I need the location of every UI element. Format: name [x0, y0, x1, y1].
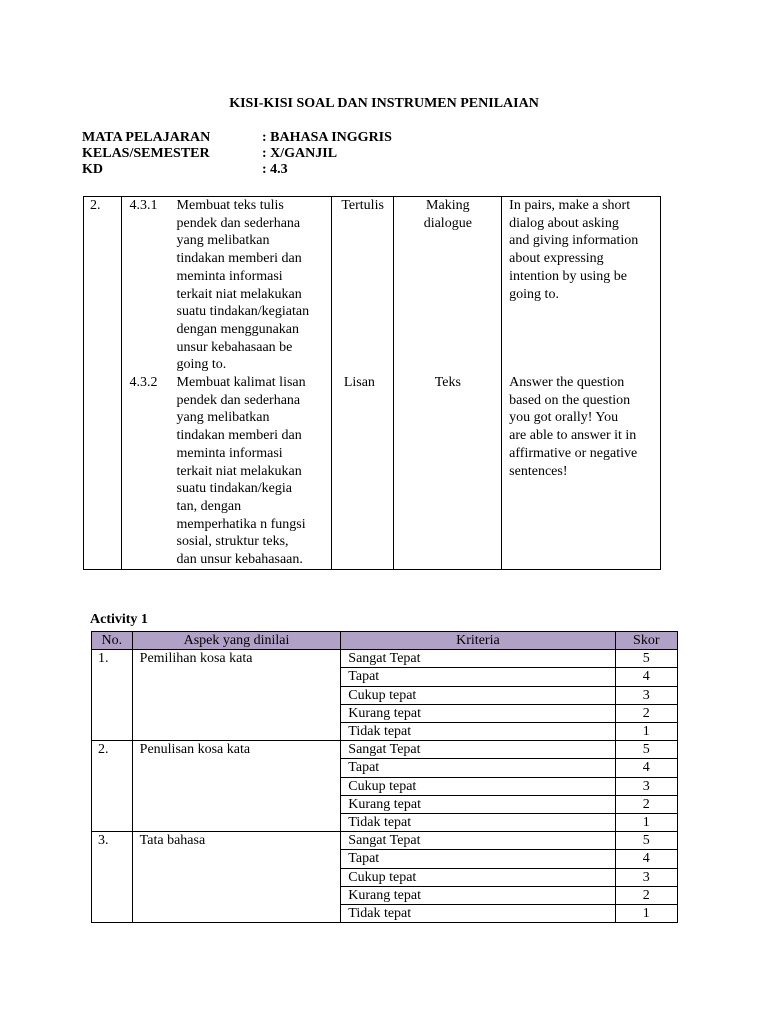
- text-line: pendek dan sederhana: [176, 215, 301, 231]
- text-line: terkait niat melakukan: [176, 463, 302, 479]
- meta-key: MATA PELAJARAN: [82, 130, 211, 145]
- criteria-cell: Kurang tepat: [341, 704, 615, 722]
- score-cell: 5: [615, 650, 677, 668]
- score-cell: 1: [615, 723, 677, 741]
- text-line: yang melibatkan: [176, 410, 270, 426]
- text-line: Making: [426, 198, 470, 213]
- criteria-cell: Cukup tepat: [341, 868, 615, 886]
- text-line: Answer the question: [509, 375, 625, 390]
- criteria-cell: Kurang tepat: [341, 886, 615, 904]
- text-line: pendek dan sederhana: [176, 392, 301, 408]
- table-header-row: [92, 632, 678, 650]
- meta-key: KD: [82, 162, 103, 177]
- text-line: Membuat kalimat lisan: [176, 375, 306, 391]
- indicator-cell: [121, 197, 331, 570]
- text-line: meminta informasi: [176, 268, 283, 284]
- aspect-number: 2.: [92, 741, 133, 832]
- score-cell: 3: [615, 868, 677, 886]
- text-line: intention by using be: [509, 268, 627, 284]
- meta-value: : BAHASA INGGRIS: [262, 130, 392, 145]
- text-line: terkait niat melakukan: [176, 286, 302, 302]
- instrument-2: [509, 374, 660, 480]
- text-line: based on the question: [509, 392, 631, 408]
- score-cell: 4: [615, 668, 677, 686]
- text-line: you got orally! You: [509, 410, 619, 426]
- technique-1: Tertulis: [341, 198, 384, 213]
- text-line: going to.: [176, 357, 227, 373]
- score-cell: 2: [615, 704, 677, 722]
- criteria-cell: Tidak tepat: [341, 723, 615, 741]
- aspect-name: Penulisan kosa kata: [132, 741, 341, 832]
- text-line: sosial, struktur teks,: [176, 534, 289, 550]
- score-cell: 4: [615, 759, 677, 777]
- meta-value: : 4.3: [262, 162, 288, 177]
- score-cell: 4: [615, 850, 677, 868]
- criteria-cell: Sangat Tepat: [341, 650, 615, 668]
- subject-info: [82, 130, 392, 178]
- criteria-cell: Tidak tepat: [341, 905, 615, 923]
- criteria-cell: Cukup tepat: [341, 686, 615, 704]
- text-line: dialogue: [423, 215, 472, 231]
- meta-row-kd: [82, 162, 392, 178]
- rubric-table: [91, 631, 678, 923]
- meta-key: KELAS/SEMESTER: [82, 146, 210, 161]
- criteria-cell: Sangat Tepat: [341, 832, 615, 850]
- technique-cell: [331, 197, 394, 570]
- table-row: [84, 197, 661, 570]
- criteria-cell: Sangat Tepat: [341, 741, 615, 759]
- text-line: Membuat teks tulis: [176, 198, 284, 213]
- score-cell: 1: [615, 905, 677, 923]
- criteria-cell: Tapat: [341, 759, 615, 777]
- aspect-number: 3.: [92, 832, 133, 923]
- row-number: 2.: [84, 197, 122, 570]
- document-title: KISI-KISI SOAL DAN INSTRUMEN PENILAIAN: [229, 96, 539, 111]
- indicator-2: [122, 374, 331, 569]
- text-line: tindakan memberi dan: [176, 428, 302, 444]
- text-line: unsur kebahasaan be: [176, 339, 293, 355]
- score-cell: 5: [615, 832, 677, 850]
- aspect-number: 1.: [92, 650, 133, 741]
- text-line: dan unsur kebahasaan.: [176, 552, 303, 568]
- instrument-1: [509, 197, 660, 374]
- indicator-description: [177, 374, 327, 569]
- form-2: Teks: [434, 375, 461, 390]
- header-no: No.: [92, 632, 133, 650]
- meta-value: : X/GANJIL: [262, 146, 338, 161]
- criteria-cell: Kurang tepat: [341, 795, 615, 813]
- criteria-cell: Tapat: [341, 850, 615, 868]
- score-cell: 2: [615, 886, 677, 904]
- text-line: memperhatika n fungsi: [176, 516, 306, 532]
- table-row: [92, 741, 678, 759]
- technique-2: Lisan: [343, 375, 375, 390]
- indicator-1: [122, 197, 331, 374]
- instrument-cell: [502, 197, 661, 570]
- meta-row-subject: [82, 130, 392, 146]
- form-1: [394, 197, 501, 374]
- table-row: [92, 650, 678, 668]
- score-cell: 5: [615, 741, 677, 759]
- text-line: tan, dengan: [176, 498, 242, 514]
- criteria-cell: Tapat: [341, 668, 615, 686]
- indicator-description: [177, 197, 327, 374]
- score-cell: 2: [615, 795, 677, 813]
- criteria-cell: Cukup tepat: [341, 777, 615, 795]
- text-line: dengan menggunakan: [176, 321, 299, 337]
- text-line: tindakan memberi dan: [176, 251, 302, 267]
- text-line: and giving information: [509, 233, 639, 249]
- text-line: are able to answer it in: [509, 428, 637, 444]
- table-row: [92, 832, 678, 850]
- text-line: In pairs, make a short: [509, 198, 631, 213]
- text-line: suatu tindakan/kegiatan: [176, 304, 310, 320]
- text-line: suatu tindakan/kegia: [176, 481, 292, 497]
- text-line: yang melibatkan: [176, 233, 270, 249]
- meta-row-class: [82, 146, 392, 162]
- text-line: about expressing: [509, 251, 604, 267]
- text-line: meminta informasi: [176, 445, 283, 461]
- text-line: going to.: [509, 286, 559, 302]
- score-cell: 1: [615, 814, 677, 832]
- score-cell: 3: [615, 686, 677, 704]
- indicator-code: 4.3.1: [129, 198, 158, 213]
- score-cell: 3: [615, 777, 677, 795]
- header-aspect: Aspek yang dinilai: [132, 632, 341, 650]
- text-line: dialog about asking: [509, 215, 619, 231]
- activity-heading: Activity 1: [90, 612, 148, 627]
- criteria-cell: Tidak tepat: [341, 814, 615, 832]
- indicator-code: 4.3.2: [129, 375, 158, 391]
- text-line: affirmative or negative: [509, 445, 638, 461]
- aspect-name: Tata bahasa: [132, 832, 341, 923]
- rubric-body: [92, 650, 678, 923]
- text-line: sentences!: [509, 463, 568, 479]
- form-cell: [394, 197, 502, 570]
- aspect-name: Pemilihan kosa kata: [132, 650, 341, 741]
- header-score: Skor: [615, 632, 677, 650]
- header-criteria: Kriteria: [341, 632, 615, 650]
- indicator-table: [83, 196, 661, 570]
